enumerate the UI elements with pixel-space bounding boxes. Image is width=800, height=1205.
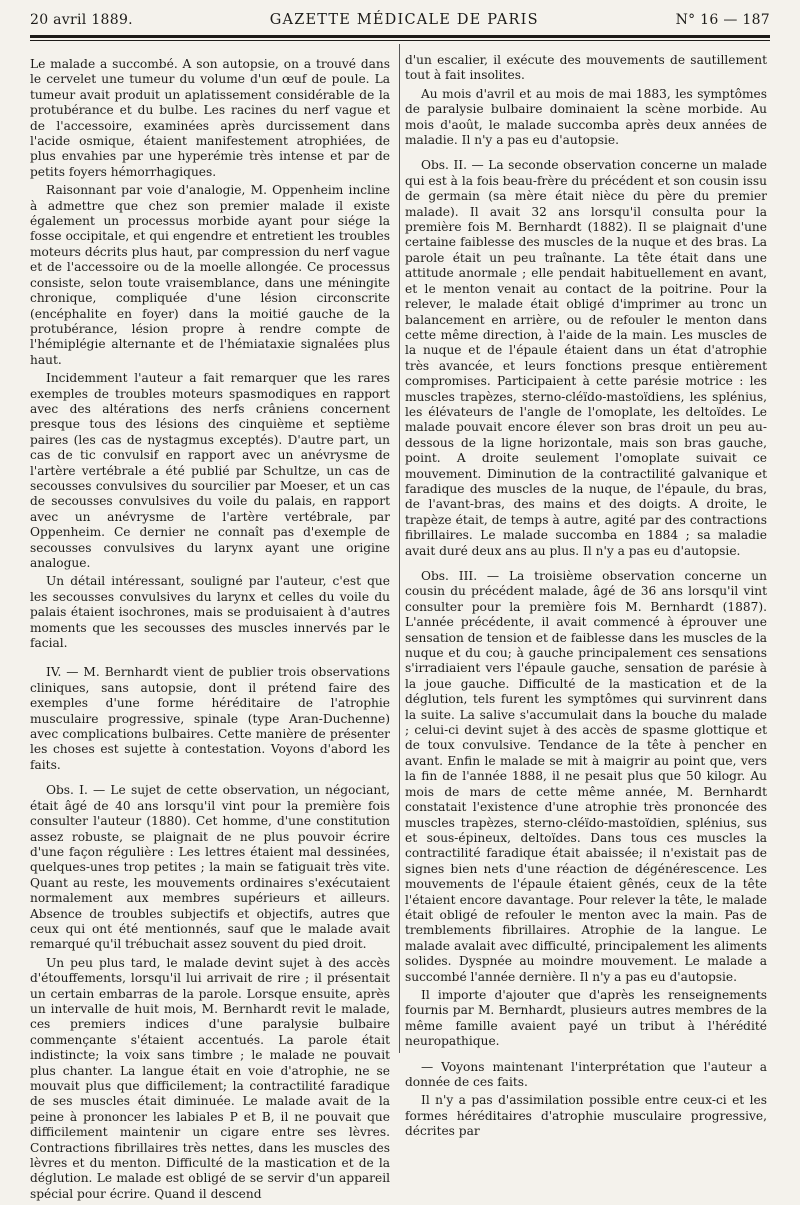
paragraph: Le malade a succombé. A son autopsie, on a trouvé dans le cervelet une tumeur du volume d'un œuf de poule. La tumeur avait produit un aplatissement considérable de la protubérance et du bulbe. Les racines du nerf vague et de l'accessoire, examinées après durcissement dans l'acide osmique, étaient manifestement atrophiées, de plus envahies par une hyperémie très intense et par de petits foyers hémorrhagiques. xyxy=(30,57,390,179)
paragraph: Un détail intéressant, souligné par l'auteur, c'est que les secousses convulsives du larynx et celles du voile du palais étaient isochrones, mais se produisaient à d'autres moments que les secousses des muscles innervés par le facial. xyxy=(30,574,390,651)
journal-title: GAZETTE MÉDICALE DE PARIS xyxy=(269,12,539,28)
observation-paragraph: Obs. I. — Le sujet de cette observation, un négociant, était âgé de 40 ans lorsqu'il vint pour la première fois consulter l'auteur (1880). Cet homme, d'une constitution assez robuste, se plaignait de ne plus pouvoir écrire d'une façon régulière : Les lettres étaient mal dessinées, quelques-unes trop petites ; la main se fatiguait très vite. Quant au reste, les mouvements ordinaires s'exécutaient normalement aux membres supérieurs et ailleurs. Absence de troubles subjectifs et objectifs, autres que ceux qui ont été mentionnés, sauf que le malade avait remarqué qu'il trébuchait assez souvent du pied droit. xyxy=(30,783,390,952)
paragraph: Au mois d'avril et au mois de mai 1883, les symptômes de paralysie bulbaire dominaient la scène morbide. Au mois d'août, le malade succomba après deux années de maladie. Il n'y a pas eu d'autopsie. xyxy=(405,86,767,148)
section-paragraph: IV. — M. Bernhardt vient de publier trois observations cliniques, sans autopsie, dont il prétend faire des exemples d'une forme héréditaire de l'atrophie musculaire progressive, spinale (type Aran-Duchenne) avec complications bulbaires. Cette manière de présenter les choses est sujette à contestation. Voyons d'abord les faits. xyxy=(30,665,390,772)
header-rule-thick xyxy=(30,35,770,38)
issue-number: N° 16 — 187 xyxy=(675,12,770,28)
paragraph: Il importe d'ajouter que d'après les renseignements fournis par M. Bernhardt, plusieurs autres membres de la même famille avaient payé un tribut à l'hérédité neuropathique. xyxy=(405,987,767,1049)
observation-paragraph: Obs. III. — La troisième observation concerne un cousin du précédent malade, âgé de 36 ans lorsqu'il vint consulter pour la première fois M. Bernhardt (1887). L'année précédente, il avait commencé à éprouver une sensation de tension et de faiblesse dans les muscles de la nuque et du cou; à gauche principalement ces sensations s'irradiaient vers l'épaule gauche, sensation de parésie à la joue gauche. Difficulté de la mastication et de la déglution, tels furent les symptômes qui survinrent dans la suite. La salive s'accumulait dans la bouche du malade ; celui-ci devint sujet à des accès de spasme glottique et de toux convulsive. Tendance de la tête à pencher en avant. Enfin le malade se mit à maigrir au point que, vers la fin de l'année 1888, il ne pesait plus que 50 kilogr. Au mois de mars de cette même année, M. Bernhardt constatait l'existence d'une atrophie très prononcée des muscles trapèzes, sterno-cléïdo-mastoïdien, splénius, sus et sous-épineux, deltoïdes. Dans tous ces muscles la contractilité faradique était abaissée; il n'existait pas de signes bien nets d'une réaction de dégénérescence. Les mouvements de l'épaule étaient gênés, ceux de la tête l'étaient encore davantage. Pour relever la tête, le malade était obligé de refouler le menton avec la main. Pas de tremblements fibrillaires. Atrophie de la langue. Le malade avalait avec difficulté, principalement les aliments solides. Dyspnée au moindre mouvement. Le malade a succombé l'année dernière. Il n'y a pas eu d'autopsie. xyxy=(405,569,767,984)
header-rule-thin xyxy=(30,40,770,41)
page-header xyxy=(30,12,770,34)
issue-date: 20 avril 1889. xyxy=(30,12,133,28)
paragraph: Il n'y a pas d'assimilation possible entre ceux-ci et les formes héréditaires d'atrophie musculaire progressive, décrites par xyxy=(405,1093,767,1139)
column-separator xyxy=(399,44,400,1053)
left-column xyxy=(30,57,390,1205)
observation-paragraph: Obs. II. — La seconde observation concerne un malade qui est à la fois beau-frère du précédent et son cousin issu de germain (sa mère était nièce du père du premier malade). Il avait 32 ans lorsqu'il consulta pour la première fois M. Bernhardt (1882). Il se plaignait d'une certaine faiblesse des muscles de la nuque et des bras. La parole était un peu traînante. La tête était dans une attitude anormale ; elle pendait habituellement en avant, et le menton venait au contact de la poitrine. Pour la relever, le malade était obligé d'imprimer au tronc un balancement en arrière, ou de refouler le menton dans cette même direction, à l'aide de la main. Les muscles de la nuque et de l'épaule étaient dans un état d'atrophie très avancée, et leurs fonctions presque entièrement compromises. Participaient à cette parésie motrice : les muscles trapèzes, sterno-cléïdo-mastoïdiens, les splénius, les élévateurs de l'angle de l'omoplate, les deltoïdes. Le malade pouvait encore élever son bras droit un peu au-dessous de la ligne horizontale, mais son bras gauche, point. A droite seulement l'omoplate suivait ce mouvement. Diminution de la contractilité galvanique et faradique des muscles de la nuque, de l'épaule, du bras, de l'avant-bras, des mains et des doigts. A droite, le trapèze était, de temps à autre, agité par des contractions fibrillaires. Le malade succomba en 1884 ; sa maladie avait duré deux ans au plus. Il n'y a pas eu d'autopsie. xyxy=(405,158,767,558)
paragraph: Incidemment l'auteur a fait remarquer que les rares exemples de troubles moteurs spasmodiques en rapport avec des altérations des nerfs crâniens concernent presque tous des lésions des cinquième et septième paires (les cas de nystagmus exceptés). D'autre part, un cas de tic convulsif en rapport avec un anévrysme de l'artère vertébrale a été publié par Schultze, un cas de secousses convulsives du sourcilier par Moeser, et un cas de secousses convulsives du voile du palais, en rapport avec un anévrysme de l'artère vertébrale, par Oppenheim. Ce dernier ne connaît pas d'exemple de secousses convulsives du larynx ayant une origine analogue. xyxy=(30,371,390,570)
right-column xyxy=(405,53,767,1143)
paragraph: — Voyons maintenant l'interprétation que l'auteur a donnée de ces faits. xyxy=(405,1059,767,1089)
paragraph: d'un escalier, il exécute des mouvements de sautillement tout à fait insolites. xyxy=(405,53,767,83)
paragraph: Raisonnant par voie d'analogie, M. Oppenheim incline à admettre que chez son premier malade il existe également un processus morbide ayant pour siége la fosse occipitale, et qui engendre et entretient les troubles moteurs décrits plus haut, par compression du nerf vague et de l'accessoire ou de la moelle allongée. Ce processus consiste, selon toute vraisemblance, dans une méningite chronique, compliquée d'une lésion circonscrite (encéphalite en foyer) dans la moitié gauche de la protubérance, lésion propre à rendre compte de l'hémiplégie alternante et de l'hémiataxie signalées plus haut. xyxy=(30,183,390,367)
paragraph: Un peu plus tard, le malade devint sujet à des accès d'étouffements, lorsqu'il lui arrivait de rire ; il présentait un certain embarras de la parole. Lorsque ensuite, après un intervalle de huit mois, M. Bernhardt revit le malade, ces premiers indices d'une paralysie bulbaire commençante s'étaient accentués. La parole était indistincte; la voix sans timbre ; le malade ne pouvait plus chanter. La langue était en voie d'atrophie, ne se mouvait plus que difficilement; la contractilité faradique de ses muscles était diminuée. Le malade avait de la peine à prononcer les labiales P et B, il ne pouvait que difficilement maintenir un cigare entre ses lèvres. Contractions fibrillaires très nettes, dans les muscles des lèvres et du menton. Difficulté de la mastication et de la déglution. Le malade est obligé de se servir d'un appareil spécial pour écrire. Quand il descend xyxy=(30,955,390,1201)
